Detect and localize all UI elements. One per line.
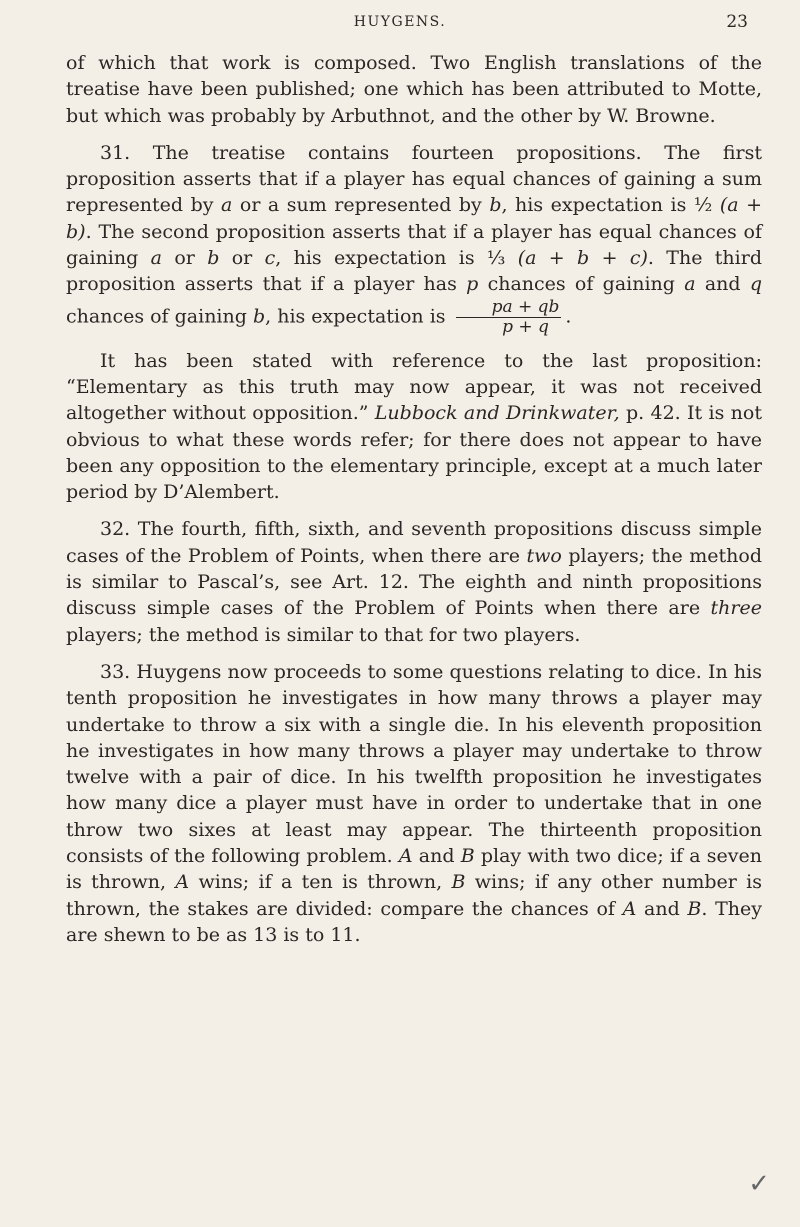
paragraph-33: 33. Huygens now proceeds to some questions relating to dice. In his tenth proposition he investigates in how many throws a player may undertake to throw a six with a single die. In his eleventh proposition he investigates in how many throws a player may undertake to throw twelve with a pair of dice. In his twelfth proposition he investigates how many dice a player must have in order to undertake that in one throw two sixes at least may appear. The thirteenth proposition consists of the following problem. A and B play with two dice; if a seven is thrown, A wins; if a ten is thrown, B wins; if any other number is thrown, the stakes are divided: compare the chances of A and B. They are shewn to be as 13 is to 11. [66, 660, 762, 946]
body-text [66, 50, 762, 959]
paragraph-continued: of which that work is composed. Two English translations of the treatise have been published; one which has been attributed to Motte, but which was probably by Arbuthnot, and the other by W. Browne. [66, 52, 762, 127]
running-title: HUYGENS. [353, 14, 447, 30]
check-mark-icon: ✓ [748, 1169, 770, 1199]
fraction-numerator: pa + qb [456, 298, 562, 318]
paragraph-lubbock: It has been stated with reference to the last proposition: “Elementary as this truth may now appear, it was not received altogether without opposition.” Lubbock and Drinkwater, p. 42. It is not obvious to what these words refer; for there does not appear to have been any opposition to the elementary principle, except at a much later period by D’Alembert. [66, 349, 762, 504]
paragraph-31: 31. The treatise contains fourteen propositions. The first proposition asserts that if a player has equal chances of gaining a sum represented by a or a sum represented by b, his expectation is ½ (a + b). The second proposition asserts that if a player has equal chances of gaining a or b or c, his expectation is ⅓ (a + b + c). The third proposition asserts that if a player has p chances of gaining a and q chances of gaining b, his expectation is $\frac{pa + qb}{p + q}$ . [66, 141, 763, 337]
expectation-fraction [456, 298, 562, 337]
page-number: 23 [726, 12, 748, 32]
paragraph-32: 32. The fourth, fifth, sixth, and seventh propositions discuss simple cases of the Problem of Points, when there are two players; the method is similar to Pascal’s, see Art. 12. The eighth and ninth propositions discuss simple cases of the Problem of Points when there are three players; the method is similar to that for two players. [66, 518, 762, 646]
running-header [0, 10, 800, 34]
fraction-denominator: p + q [502, 316, 549, 337]
citation: Lubbock and Drinkwater, [374, 402, 620, 425]
